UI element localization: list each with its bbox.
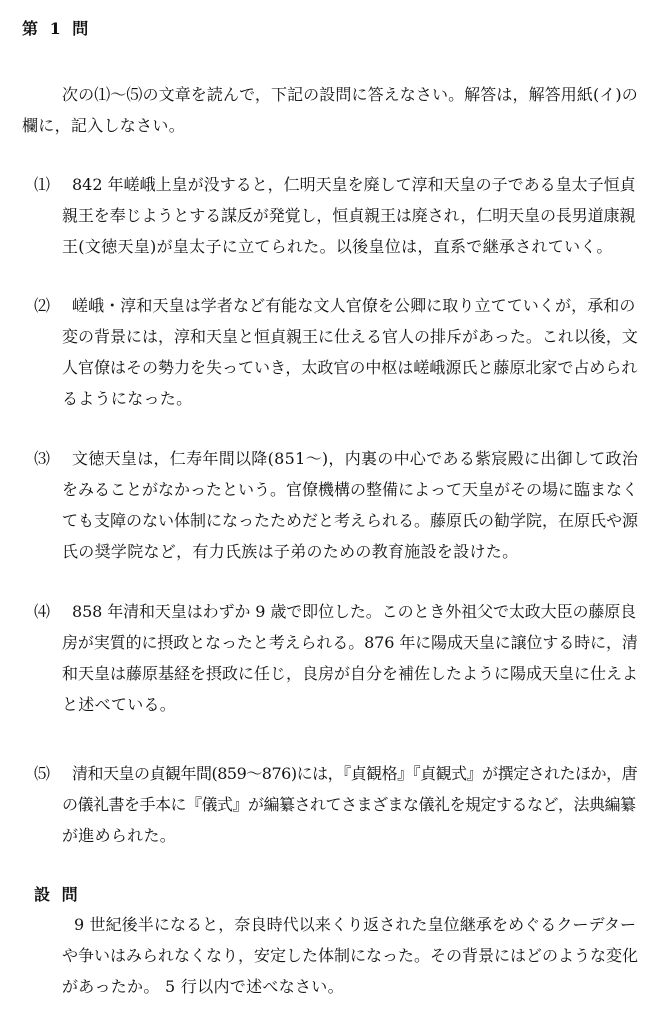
- intro-line: 欄に，記入しなさい。: [22, 116, 186, 135]
- item-2-number: ⑵: [34, 296, 51, 315]
- item-3-text: ても支障のない体制になったためだと考えられる。藤原氏の勧学院，在原氏や源: [62, 511, 639, 530]
- item-4-text: と述べている。: [62, 695, 177, 714]
- item-5-text: 清和天皇の貞観年間(859～876)には，『貞観格』『貞観式』が撰定されたほか，唐: [72, 764, 638, 783]
- item-2-first-line: [34, 295, 636, 317]
- item-2-text: 嵯峨・淳和天皇は学者など有能な文人官僚を公卿に取り立てていくが，承和の: [72, 296, 636, 315]
- item-1-number: ⑴: [34, 175, 51, 194]
- item-3-text: 文徳天皇は，仁寿年間以降(851～)，内裏の中心である紫宸殿に出御して政治: [72, 449, 639, 468]
- item-5-text: が進められた。: [62, 826, 177, 845]
- item-4-text: 858 年清和天皇はわずか 9 歳で即位した。このとき外祖父で太政大臣の藤原良: [72, 602, 637, 621]
- question-text: や争いはみられなくなり，安定した体制になった。その背景にはどのような変化: [62, 946, 639, 965]
- item-1-text: 842 年嵯峨上皇が没すると，仁明天皇を廃して淳和天皇の子である皇太子恒貞: [72, 175, 636, 194]
- intro-line: 次の⑴～⑸の文章を読んで，下記の設問に答えなさい。解答は，解答用紙(イ)の: [62, 85, 638, 104]
- question-text: があったか。 5 行以内で述べなさい。: [62, 977, 344, 996]
- item-5-number: ⑸: [34, 764, 50, 783]
- item-1-text: 親王を奉じようとする謀反が発覚し，恒貞親王は廃され，仁明天皇の長男道康親: [62, 206, 636, 225]
- item-5-text: の儀礼書を手本に『儀式』が編纂されてさまざまな儀礼を規定するなど，法典編纂: [62, 795, 636, 814]
- item-1-first-line: [34, 174, 636, 196]
- item-4-first-line: [34, 601, 636, 623]
- item-2-text: 人官僚はその勢力を失っていき，太政官の中枢は嵯峨源氏と藤原北家で占められ: [62, 358, 638, 377]
- item-4-number: ⑷: [34, 602, 50, 621]
- item-1-text: 王(文徳天皇)が皇太子に立てられた。以後皇位は，直系で継承されていく。: [62, 237, 613, 256]
- page-title: 第 1 問: [22, 19, 92, 38]
- item-2-text: 変の背景には，淳和天皇と恒貞親王に仕える官人の排斥があった。これ以後，文: [62, 327, 638, 346]
- item-3-first-line: [34, 448, 638, 470]
- item-4-text: 和天皇は藤原基経を摂政に任じ，良房が自分を補佐したように陽成天皇に仕えよ: [62, 664, 639, 683]
- item-3-text: 氏の奨学院など，有力氏族は子弟のための教育施設を設けた。: [62, 542, 519, 561]
- question-heading: 設 問: [34, 885, 81, 904]
- item-4-text: 房が実質的に摂政となったと考えられる。876 年に陽成天皇に譲位する時に，清: [62, 633, 638, 652]
- question-text: 9 世紀後半になると，奈良時代以来くり返された皇位継承をめぐるクーデター: [74, 915, 637, 934]
- item-2-text: るようになった。: [62, 389, 193, 408]
- item-5-first-line: [34, 763, 637, 785]
- item-3-text: をみることがなかったという。官僚機構の整備によって天皇がその場に臨まなく: [62, 480, 639, 499]
- item-3-number: ⑶: [34, 449, 51, 468]
